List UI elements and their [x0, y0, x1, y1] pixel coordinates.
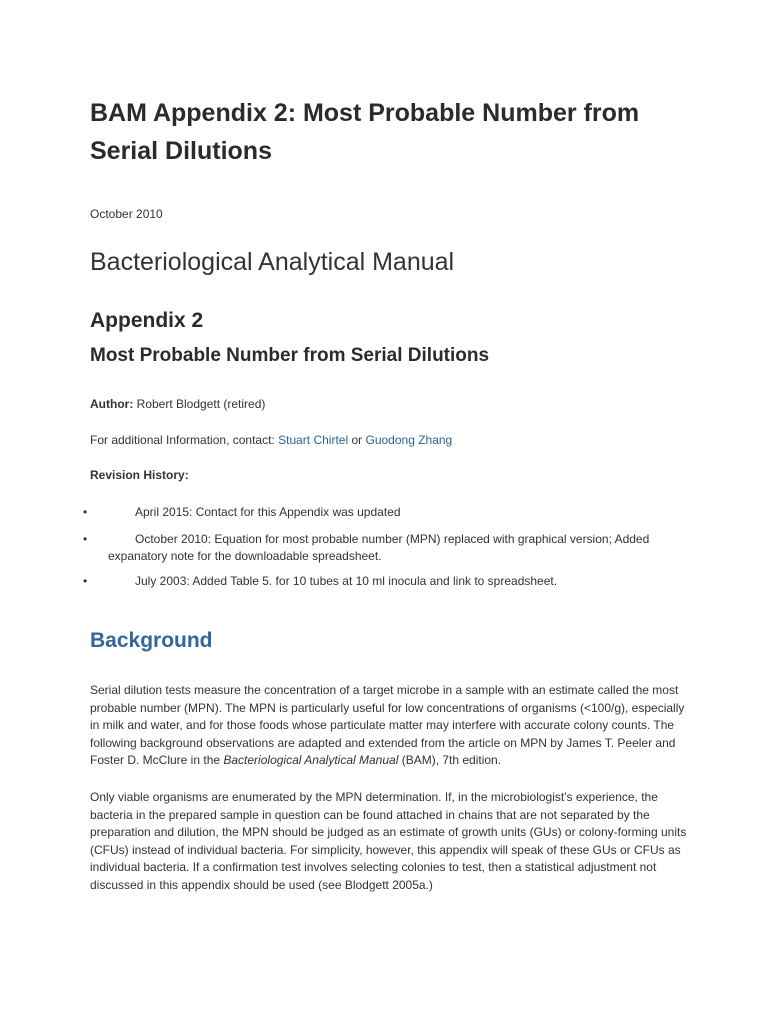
background-paragraph-1 [90, 682, 690, 770]
revision-history-list [83, 504, 670, 590]
revision-text: April 2015: Contact for this Appendix was updated [135, 505, 401, 519]
list-item [83, 504, 670, 522]
paragraph-text: (BAM), 7th edition. [398, 753, 502, 768]
page-title: BAM Appendix 2: Most Probable Number from Serial Dilutions [90, 99, 640, 165]
bullet-icon: • [83, 573, 88, 588]
list-item [83, 531, 670, 566]
paragraph-text: Serial dilution tests measure the concentration of a target microbe in a sample with an estimate called the most probable number (MPN). The MPN is particularly useful for low concentrations of organisms (<100/g), especially in milk and water, and for those foods whose particulate matter may interfere with accurate colony counts. The following background observations are adapted and extended from the article on MPN by James T. Peeler and Foster D. McClure in the [90, 683, 685, 768]
author-name: Robert Blodgett (retired) [133, 397, 266, 411]
author-label: Author: [90, 397, 134, 411]
bullet-icon: • [83, 505, 88, 519]
contact-link-guodong-zhang[interactable]: Guodong Zhang [365, 433, 453, 447]
publication-date: October 2010 [90, 207, 163, 221]
contact-line [90, 433, 452, 447]
revision-text: July 2003: Added Table 5. for 10 tubes at 10 ml inocula and link to spreadsheet. [135, 573, 558, 588]
author-line [90, 397, 265, 411]
appendix-title: Appendix 2 [90, 309, 204, 332]
bullet-icon: • [83, 531, 88, 546]
background-heading: Background [90, 629, 213, 652]
contact-prefix: For additional Information, contact: [90, 433, 279, 447]
manual-title: Bacteriological Analytical Manual [90, 248, 455, 276]
revision-text: October 2010: Equation for most probable number (MPN) replaced with graphical version; Added expanatory note for the downloadable spreadsheet. [108, 531, 650, 563]
list-item [83, 573, 670, 591]
manual-title-italic: Bacteriological Analytical Manual [223, 753, 399, 768]
contact-link-stuart-chirtel[interactable]: Stuart Chirtel [278, 433, 349, 447]
contact-separator: or [348, 433, 366, 447]
revision-history-label: Revision History: [90, 468, 189, 482]
appendix-subtitle: Most Probable Number from Serial Dilutions [90, 345, 490, 366]
background-paragraph-2: Only viable organisms are enumerated by the MPN determination. If, in the microbiologist's experience, the bacteria in the prepared sample in question can be found attached in chains that are not separated by the preparation and dilution, the MPN should be judged as an estimate of growth units (GUs) or colony-forming units (CFUs) instead of individual bacteria. For simplicity, however, this appendix will speak of these GUs or CFUs as individual bacteria. If a confirmation test involves selecting colonies to test, then a statistical adjustment not discussed in this appendix should be used (see Blodgett 2005a.) [90, 790, 687, 892]
